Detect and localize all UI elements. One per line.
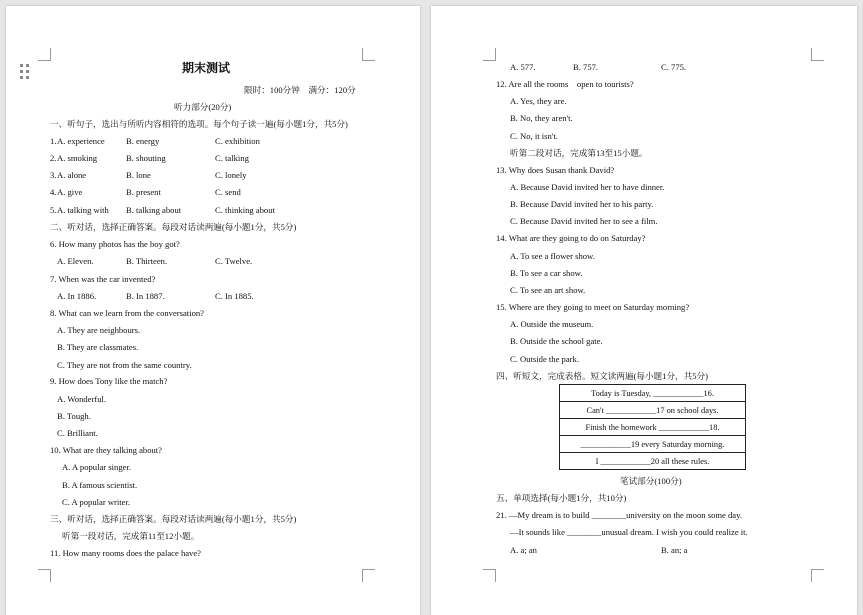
q10-opt-c: C. A popular writer. xyxy=(62,497,131,507)
table-row xyxy=(560,419,746,436)
q13-text: 13. Why does Susan thank David? xyxy=(496,165,615,175)
page-corner-mark xyxy=(38,48,51,61)
table-cell: Finish the homework ____________18. xyxy=(560,419,746,436)
table-row xyxy=(560,385,746,402)
q9-opt-b: B. Tough. xyxy=(57,411,91,421)
q2-num: 2. xyxy=(50,153,57,163)
q13-opt-b: B. Because David invited her to his party. xyxy=(510,199,654,209)
q12-text: 12. Are all the rooms open to tourists? xyxy=(496,79,634,89)
table-cell: ____________19 every Saturday morning. xyxy=(560,436,746,453)
q7-text: 7. When was the car invented? xyxy=(50,274,156,284)
q7-opt-a: A. In 1886. xyxy=(57,291,97,301)
table-row xyxy=(560,436,746,453)
section3-sub: 听第一段对话，完成第11至12小题。 xyxy=(62,531,200,541)
q13-opt-a: A. Because David invited her to have dinner. xyxy=(510,182,665,192)
q15-opt-a: A. Outside the museum. xyxy=(510,319,594,329)
table-cell: Can't ____________17 on school days. xyxy=(560,402,746,419)
page-corner-mark xyxy=(811,48,824,61)
section1-header: 一、听句子，选出与所听内容相符的选项。每个句子读一遍(每小题1分，共5分) xyxy=(50,119,348,129)
q13-opt-c: C. Because David invited her to see a film. xyxy=(510,216,658,226)
q6-opt-b: B. Thirteen. xyxy=(126,256,168,266)
listening-header: 听力部分(20分) xyxy=(174,102,232,112)
q2-opt-a: A. smoking xyxy=(57,153,98,163)
q21-line1: 21. —My dream is to build ________university on the moon some day. xyxy=(496,510,743,520)
q14-opt-c: C. To see an art show. xyxy=(510,285,586,295)
drag-handle-icon[interactable] xyxy=(20,64,30,80)
q6-opt-a: A. Eleven. xyxy=(57,256,94,266)
q6-text: 6. How many photos has the boy got? xyxy=(50,239,180,249)
q3-opt-c: C. lonely xyxy=(215,170,247,180)
q5-opt-a: A. talking with xyxy=(57,205,109,215)
document-page-left xyxy=(6,6,420,615)
page-corner-mark xyxy=(362,569,375,582)
fill-in-table xyxy=(559,384,746,470)
q4-opt-b: B. present xyxy=(126,187,161,197)
section3-header: 三、听对话，选择正确答案。每段对话读两遍(每小题1分，共5分) xyxy=(50,514,297,524)
q8-opt-b: B. They are classmates. xyxy=(57,342,139,352)
q15-opt-c: C. Outside the park. xyxy=(510,354,579,364)
q1-num: 1. xyxy=(50,136,57,146)
page-corner-mark xyxy=(483,48,496,61)
q9-text: 9. How does Tony like the match? xyxy=(50,376,168,386)
q2-opt-b: B. shouting xyxy=(126,153,166,163)
q10-opt-b: B. A famous scientist. xyxy=(62,480,138,490)
q6-opt-c: C. Twelve. xyxy=(215,256,253,266)
q5-opt-b: B. talking about xyxy=(126,205,182,215)
q4-opt-a: A. give xyxy=(57,187,83,197)
table-row xyxy=(560,453,746,470)
q2-opt-c: C. talking xyxy=(215,153,249,163)
q4-opt-c: C. send xyxy=(215,187,241,197)
q5-num: 5. xyxy=(50,205,57,215)
section4-header: 四、听短文，完成表格。短文读两遍(每小题1分，共5分) xyxy=(496,371,708,381)
q10-opt-a: A. A popular singer. xyxy=(62,462,131,472)
table-row xyxy=(560,402,746,419)
page-corner-mark xyxy=(362,48,375,61)
section3-sub2: 听第二段对话，完成第13至15小题。 xyxy=(510,148,648,158)
q3-opt-b: B. lone xyxy=(126,170,151,180)
writing-header: 笔试部分(100分) xyxy=(620,476,682,486)
q11-opt-c: C. 775. xyxy=(661,62,687,72)
q1-opt-c: C. exhibition xyxy=(215,136,260,146)
time-score: 限时：100分钟 满分：120分 xyxy=(244,85,356,95)
q12-opt-c: C. No, it isn't. xyxy=(510,131,558,141)
q15-text: 15. Where are they going to meet on Saturday morning? xyxy=(496,302,690,312)
page-title: 期末测试 xyxy=(182,61,231,75)
q8-text: 8. What can we learn from the conversation? xyxy=(50,308,204,318)
page-corner-mark xyxy=(38,569,51,582)
q5-opt-c: C. thinking about xyxy=(215,205,275,215)
q21-opt-a: A. a; an xyxy=(510,545,537,555)
table-cell: I ____________20 all these rules. xyxy=(560,453,746,470)
document-page-right xyxy=(431,6,857,615)
q8-opt-a: A. They are neighbours. xyxy=(57,325,141,335)
q12-opt-b: B. No, they aren't. xyxy=(510,113,573,123)
q10-text: 10. What are they talking about? xyxy=(50,445,162,455)
q7-opt-c: C. In 1885. xyxy=(215,291,254,301)
q1-opt-a: A. experience xyxy=(57,136,105,146)
page-corner-mark xyxy=(483,569,496,582)
q21-line2: —It sounds like ________unusual dream. I wish you could realize it. xyxy=(510,527,748,537)
q9-opt-c: C. Brilliant. xyxy=(57,428,98,438)
q14-opt-a: A. To see a flower show. xyxy=(510,251,595,261)
q21-opt-b: B. an; a xyxy=(661,545,688,555)
q4-num: 4. xyxy=(50,187,57,197)
q3-num: 3. xyxy=(50,170,57,180)
q11-opt-a: A. 577. xyxy=(510,62,536,72)
q14-opt-b: B. To see a car show. xyxy=(510,268,583,278)
q12-opt-a: A. Yes, they are. xyxy=(510,96,567,106)
table-cell: Today is Tuesday, ____________16. xyxy=(560,385,746,402)
section2-header: 二、听对话，选择正确答案。每段对话读两遍(每小题1分，共5分) xyxy=(50,222,297,232)
q11-text: 11. How many rooms does the palace have? xyxy=(50,548,201,558)
q15-opt-b: B. Outside the school gate. xyxy=(510,336,603,346)
page-corner-mark xyxy=(811,569,824,582)
q14-text: 14. What are they going to do on Saturday? xyxy=(496,233,646,243)
q3-opt-a: A. alone xyxy=(57,170,87,180)
q1-opt-b: B. energy xyxy=(126,136,160,146)
section5-header: 五、单项选择(每小题1分，共10分) xyxy=(496,493,627,503)
q8-opt-c: C. They are not from the same country. xyxy=(57,360,192,370)
q9-opt-a: A. Wonderful. xyxy=(57,394,107,404)
q11-opt-b: B. 757. xyxy=(573,62,599,72)
q7-opt-b: B. In 1887. xyxy=(126,291,165,301)
